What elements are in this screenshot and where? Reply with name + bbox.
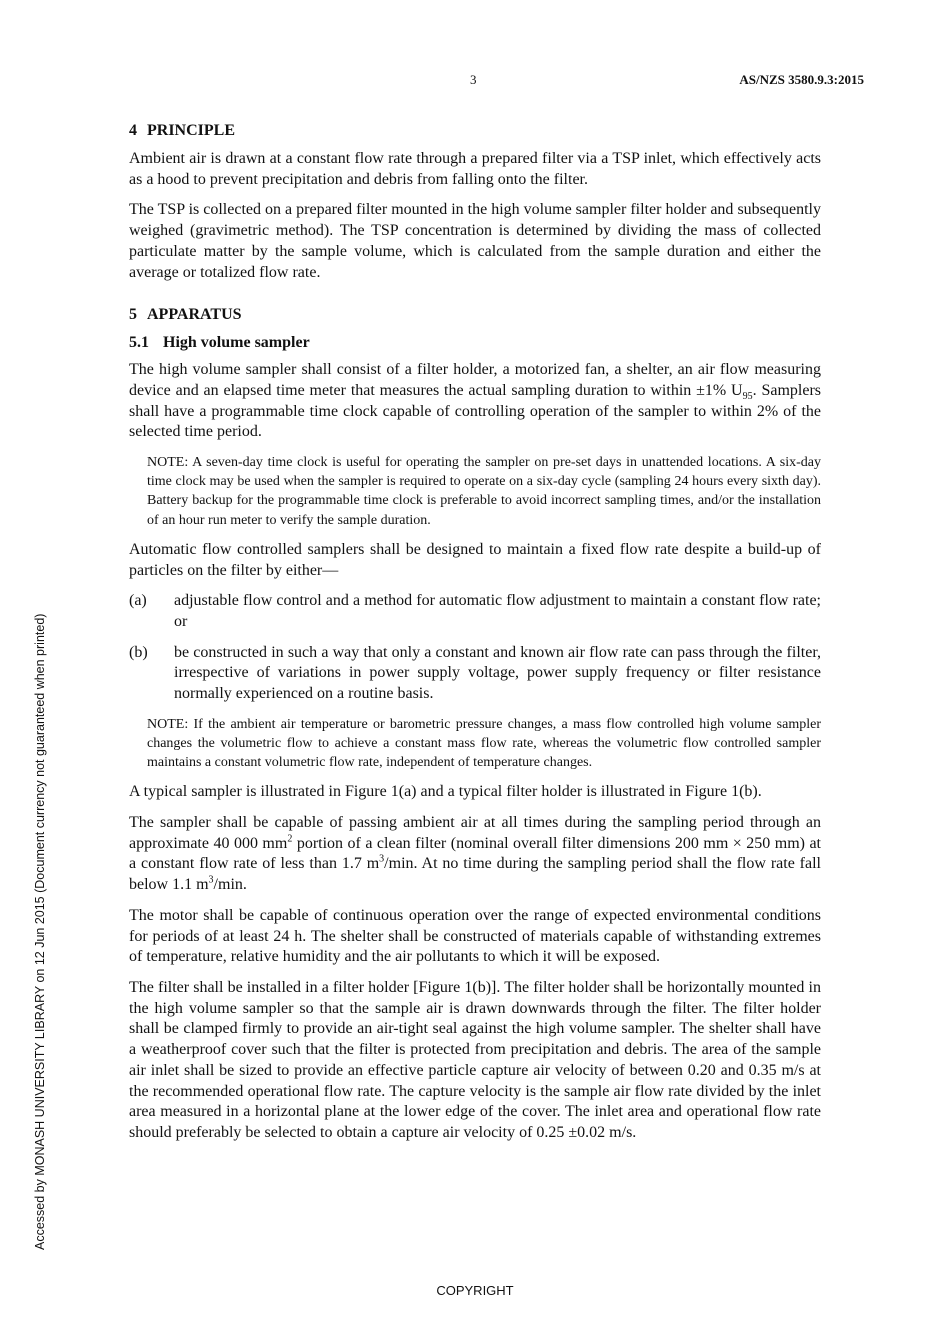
principle-paragraph-2: The TSP is collected on a prepared filter mounted in the high volume sampler filter holder and subsequently weighed (gravimetric method). The TSP concentration is determined by dividing the mass of collected particulate matter by the sample volume, which is calculated from the sample duration and either the average or totalized flow rate.: [129, 201, 821, 281]
section-4-number: 4: [129, 122, 137, 139]
apparatus-p1-part-a: The high volume sampler shall consist of a filter holder, a motorized fan, a shelter, an air flow measuring device and an elapsed time meter that measures the actual sampling duration to within ±1% U: [129, 361, 821, 399]
section-5-heading: [129, 305, 821, 325]
list-item-text: be constructed in such a way that only a constant and known air flow rate can pass through the filter, irrespective of variations in power supply voltage, power supply frequency or filter resistance normally experienced on a routine basis.: [174, 643, 821, 703]
apparatus-p4-part-a: The sampler shall be capable of passing ambient air at all times during the sampling period through an approximate 40 000 mm: [129, 814, 821, 852]
apparatus-paragraph-1: [129, 360, 821, 443]
section-5-number: 5: [129, 306, 137, 324]
apparatus-paragraph-3: A typical sampler is illustrated in Figure 1(a) and a typical filter holder is illustrated in Figure 1(b).: [129, 783, 762, 801]
page-number: 3: [470, 72, 477, 87]
apparatus-paragraph-4: [129, 813, 821, 896]
u95-subscript: 95: [742, 391, 753, 403]
mm2-superscript: 2: [287, 833, 293, 845]
copyright-footer: COPYRIGHT: [436, 1283, 514, 1298]
list-item-text: adjustable flow control and a method for automatic flow adjustment to maintain a constant flow rate; or: [174, 592, 821, 630]
apparatus-p4-part-d: /min.: [213, 876, 247, 894]
standard-identifier: AS/NZS 3580.9.3:2015: [739, 72, 864, 87]
apparatus-paragraph-6: The filter shall be installed in a filter holder [Figure 1(b)]. The filter holder shall be horizontally mounted in the high volume sampler so that the sample air is drawn downwards through the filter. The filter holder shall be clamped firmly to provide an air-tight seal against the high volume sampler. The shelter shall have a weatherproof cover such that the filter is protected from precipitation and debris. The area of the sample air inlet shall be sized to provide an effective particle capture air velocity of between 0.20 and 0.35 m/s at the recommended operational flow rate. The capture velocity is the sample air flow rate divided by the inlet area measured in a horizontal plane at the lower edge of the cover. The inlet area and operational flow rate should preferably be selected to obtain a capture air velocity of 0.25 ±0.02 m/s.: [129, 979, 821, 1141]
list-item: [129, 591, 821, 632]
subsection-5-1-number: 5.1: [129, 334, 149, 352]
m3-superscript: 3: [379, 854, 385, 866]
section-4-heading: [129, 121, 821, 141]
subsection-5-1-title: High volume sampler: [163, 334, 310, 352]
list-item-label: (a): [129, 592, 147, 610]
subsection-5-1-heading: [129, 333, 821, 353]
apparatus-p1-part-b: . Samplers shall have a programmable time clock capable of controlling operation of the sampler to within 2% of the selected time period.: [129, 381, 821, 441]
document-body: [129, 121, 821, 1154]
list-item: [129, 643, 821, 705]
section-5-title: APPARATUS: [147, 306, 242, 324]
note-time-clock: NOTE: A seven-day time clock is useful for operating the sampler on pre-set days in unattended locations. A six-day time clock may be used when the sampler is required to operate on a six-day cycle (sampling 24 hours every sixth day). Battery backup for the programmable time clock is preferable to avoid incorrect sampling times, and/or the installation of an hour run meter to verify the sample duration.: [147, 455, 821, 528]
principle-paragraph-1: Ambient air is drawn at a constant flow rate through a prepared filter via a TSP inlet, which effectively acts as a hood to prevent precipitation and debris from falling onto the filter.: [129, 150, 821, 188]
access-side-note: Accessed by MONASH UNIVERSITY LIBRARY on 12 Jun 2015 (Document currency not guaranteed when printed): [33, 613, 47, 1250]
apparatus-p4-part-c: /min. At no time during the sampling period shall the flow rate fall below 1.1 m: [129, 855, 821, 894]
apparatus-paragraph-5: The motor shall be capable of continuous operation over the range of expected environmental conditions for periods of at least 24 h. The shelter shall be constructed of materials capable of withstanding extremes of temperature, relative humidity and the air pollutants to which it will be exposed.: [129, 906, 821, 966]
list-item-label: (b): [129, 643, 148, 661]
apparatus-paragraph-2: Automatic flow controlled samplers shall be designed to maintain a fixed flow rate despite a build-up of particles on the filter by either—: [129, 540, 821, 579]
m3-superscript-2: 3: [208, 874, 214, 886]
note-flow-control: NOTE: If the ambient air temperature or barometric pressure changes, a mass flow controlled high volume sampler changes the volumetric flow to achieve a constant mass flow rate, whereas the volumetric flow controlled sampler maintains a constant volumetric flow rate, independent of temperature changes.: [147, 716, 821, 771]
section-4-title: PRINCIPLE: [147, 122, 236, 139]
apparatus-p4-part-b: portion of a clean filter (nominal overall filter dimensions 200 mm × 250 mm) at a constant flow rate of less than 1.7 m: [129, 834, 822, 873]
